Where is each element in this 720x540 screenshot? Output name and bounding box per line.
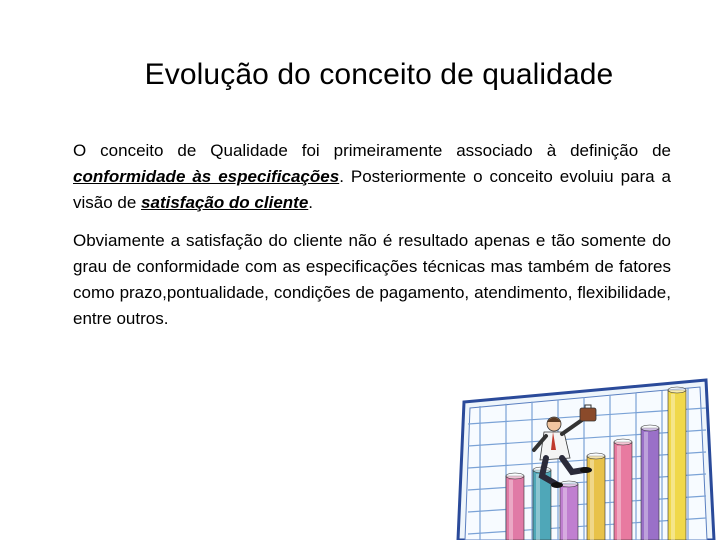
businessman-climbing-bar-chart-icon <box>456 372 716 540</box>
clipart-bar <box>560 481 578 540</box>
emphasis-customer-satisfaction: satisfação do cliente <box>141 193 309 212</box>
clipart-bar <box>614 439 632 540</box>
clipart-bar <box>506 473 524 540</box>
paragraph-factors: Obviamente a satisfação do cliente não é resultado apenas e tão somente do grau de conformidade com as especificações técnicas mas também de fatores como prazo,pontualidade, condições de pagamento, atendimento, flexibilidade, entre outros. <box>73 231 671 328</box>
emphasis-conformity: conformidade às especificações <box>73 167 340 186</box>
paragraph-definition <box>73 138 671 216</box>
clipart-bar <box>587 453 605 540</box>
slide-body <box>73 138 671 344</box>
paragraph-1-text-c: . <box>308 193 314 212</box>
paragraph-1-text-a: O conceito de Qualidade foi primeiramente associado à definição de <box>73 141 671 160</box>
clipart-bar <box>668 387 686 540</box>
slide-title: Evolução do conceito de qualidade <box>144 58 614 91</box>
clipart-bar <box>641 425 659 540</box>
paragraph-1-text-b: . Posteriormente o conceito evoluiu para a visão de <box>73 167 671 212</box>
